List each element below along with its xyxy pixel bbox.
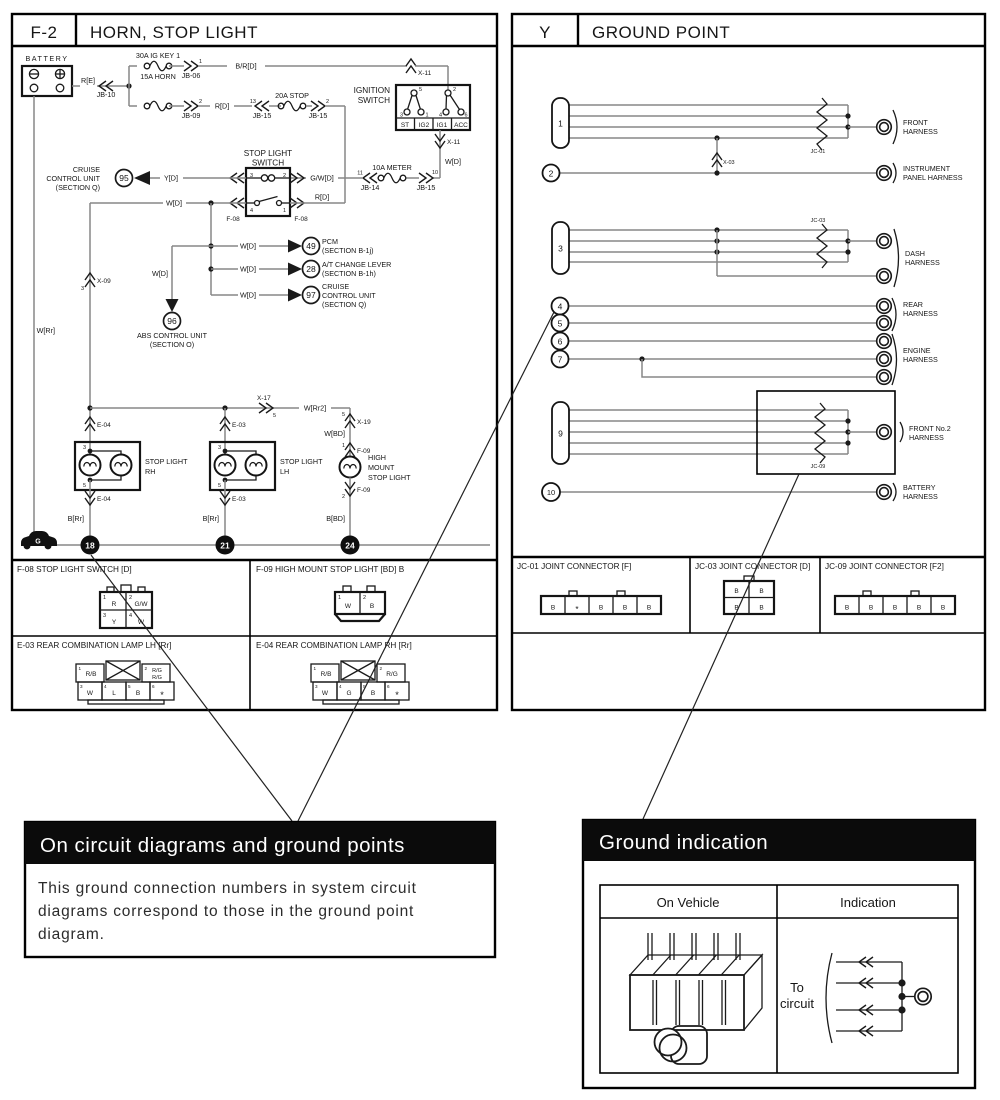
- front-harness-line1: FRONT: [903, 118, 928, 127]
- fuse-row-stop: [129, 91, 345, 203]
- pin-wire: B: [892, 604, 898, 612]
- pin-wire: B: [369, 603, 375, 610]
- callout-leader-lines: [91, 312, 799, 821]
- e03-label-top: E-03: [232, 422, 246, 429]
- x03-label: X-03: [723, 160, 735, 166]
- lamp-lh-line2: LH: [280, 467, 290, 476]
- pin-wire: B: [734, 604, 739, 612]
- pin-11: 11: [357, 170, 363, 177]
- node-5: 5: [557, 318, 563, 329]
- battery-label: BATTERY: [25, 54, 69, 63]
- rear-feed-wiring: [37, 203, 350, 455]
- at-line1: A/T CHANGE LEVER: [322, 260, 392, 269]
- engine-harness-line1: ENGINE: [903, 346, 931, 355]
- jb15-connector-icon: [255, 101, 269, 111]
- ignition-label-1: IGNITION: [353, 86, 390, 95]
- ground-row-10: [542, 483, 938, 501]
- f08-label-right: F-08: [294, 216, 308, 223]
- jb14-connector-icon: [363, 173, 377, 183]
- ground-eyelet-icon: [877, 352, 892, 367]
- wire-re: R[E]: [81, 76, 95, 85]
- ign-term-ig2: IG2: [418, 122, 430, 129]
- cruise-97-line2: CONTROL UNIT: [322, 291, 376, 300]
- sls-label-1: STOP LIGHT: [243, 149, 293, 158]
- fuse-30a-label: 30A IG KEY 1: [135, 51, 181, 60]
- note-left-title: On circuit diagrams and ground points: [40, 834, 405, 857]
- ign-pin-6: 6: [464, 112, 468, 119]
- ign-pin-3: 3: [399, 112, 403, 119]
- fuse-icon: [144, 61, 172, 71]
- fuse-15a-label: 15A HORN: [140, 72, 176, 81]
- f09-cell-title: F-09 HIGH MOUNT STOP LIGHT [BD] B: [256, 565, 405, 574]
- wire-wd: W[D]: [240, 264, 256, 274]
- pin-wire: R/G: [152, 668, 162, 674]
- wire-bbd: B[BD]: [326, 514, 345, 523]
- pin-num: 3: [80, 684, 83, 689]
- note-left-body-line3: diagram.: [38, 926, 105, 943]
- ground-eyelet-icon: [877, 334, 892, 349]
- jb14-label: JB-14: [360, 183, 380, 192]
- pin-num: 3: [315, 684, 318, 689]
- pin-wire-asterisk: *: [160, 690, 164, 700]
- rear-harness-line1: REAR: [903, 300, 923, 309]
- ground-eyelet-icon: [877, 120, 892, 135]
- ground-eyelet-icon: [877, 166, 892, 181]
- eyelet-ring-icon: [655, 1029, 682, 1056]
- e03-label-bottom: E-03: [232, 496, 246, 503]
- pin-2: 2: [326, 99, 330, 105]
- pin-num: 6: [152, 684, 155, 689]
- f08-cell-title: F-08 STOP LIGHT SWITCH [D]: [17, 565, 132, 574]
- wire-wd: W[D]: [152, 269, 168, 278]
- abs-line2: (SECTION O): [149, 340, 195, 349]
- pin-num: 6: [387, 684, 390, 689]
- sls-pin-3: 3: [250, 173, 254, 179]
- pin-num: 4: [339, 684, 342, 689]
- battery: [22, 54, 72, 96]
- jb09-label: JB-09: [181, 111, 201, 120]
- col-header-on-vehicle: On Vehicle: [656, 895, 720, 910]
- bracket: [893, 163, 896, 183]
- pin-num: 1: [338, 595, 342, 601]
- pin-wire: B: [622, 604, 628, 612]
- pin-wire: B: [550, 604, 556, 612]
- pin-num: 1: [103, 595, 107, 601]
- ign-pin-5: 5: [419, 87, 423, 93]
- wire-brr: B[Rr]: [202, 514, 219, 523]
- ign-pin-2: 2: [453, 87, 457, 93]
- bulb-icon: [215, 455, 236, 476]
- stop-light-rh: [68, 417, 188, 545]
- high-mount-stop-light: [324, 408, 411, 545]
- cruise-95-line1: CRUISE: [72, 165, 100, 174]
- vehicle-ground-icon: [21, 531, 57, 549]
- ground-eyelet-icon: [877, 234, 892, 249]
- lamp-pin-5: 5: [82, 483, 86, 489]
- dash-harness-line1: DASH: [905, 249, 925, 258]
- pin-wire: B: [759, 604, 764, 612]
- pcm-line1: PCM: [322, 237, 338, 246]
- jc09-cell-title: JC-09 JOINT CONNECTOR [F2]: [825, 562, 944, 571]
- wire-gwd: G/W[D]: [310, 173, 334, 183]
- ip-harness-line2: PANEL HARNESS: [903, 173, 963, 182]
- high-mount-line1: HIGH: [368, 453, 386, 462]
- node-1: 1: [558, 118, 563, 129]
- jb09-connector-icon: [184, 101, 198, 111]
- battery-harness-line1: BATTERY: [903, 483, 936, 492]
- left-connector-details: [12, 560, 497, 710]
- ground-row-3: [552, 218, 940, 287]
- pin-wire: R/G: [152, 675, 162, 681]
- pin-wire: B: [734, 588, 739, 595]
- note-left-body-line1: This ground connection numbers in system circuit: [38, 880, 417, 897]
- arrow-right-icon: [288, 240, 302, 253]
- x17-pin-5: 5: [273, 413, 277, 419]
- cruise-97-line3: (SECTION Q): [322, 300, 367, 309]
- note-circuit-diagrams: [25, 822, 495, 957]
- cruise-control-95: [46, 165, 246, 192]
- wire-wbd: W[BD]: [324, 429, 345, 438]
- pin-wire: B: [868, 604, 874, 612]
- battery-harness-line2: HARNESS: [903, 492, 938, 501]
- ignition-switch: [354, 85, 470, 178]
- f08-connector-drawing: [100, 585, 152, 628]
- abs-line1: ABS CONTROL UNIT: [136, 331, 208, 340]
- lamp-lh-line1: STOP LIGHT: [280, 457, 323, 466]
- col-header-indication: Indication: [840, 895, 896, 910]
- fuse-icon: [378, 173, 406, 183]
- ign-term-ig1: IG1: [436, 122, 448, 129]
- pin-wire: W: [321, 690, 329, 697]
- pin-wire: R: [111, 601, 117, 608]
- pin-wire: B: [598, 604, 604, 612]
- ground-bus: [21, 531, 490, 555]
- pin-num: 5: [363, 684, 366, 689]
- high-mount-line2: MOUNT: [368, 463, 395, 472]
- pin-wire: W: [137, 619, 145, 626]
- pin-num: 4: [104, 684, 107, 689]
- pin-2: 2: [199, 99, 203, 105]
- pin-wire-asterisk: *: [395, 690, 399, 700]
- e04-label-top: E-04: [97, 422, 111, 429]
- f09-pin-1: 1: [341, 443, 345, 449]
- pin-num: 2: [379, 666, 383, 671]
- x11-bottom-label: X-11: [447, 139, 461, 146]
- bracket: [893, 110, 897, 144]
- ground-row-2: [543, 163, 963, 183]
- ref-28: 28: [306, 264, 316, 274]
- pin-num: 1: [78, 666, 82, 671]
- arrow-down-icon: [166, 299, 179, 312]
- jc01-joint-icon: [817, 98, 827, 150]
- f09-label-bottom: F-09: [357, 487, 371, 494]
- note-left-body-line2: diagrams correspond to those in the ground point: [38, 903, 415, 920]
- x09-label: X-09: [97, 278, 111, 285]
- cruise-97-line1: CRUISE: [322, 282, 350, 291]
- pin-wire-asterisk: *: [575, 605, 579, 614]
- pin-wire: Y: [111, 619, 117, 626]
- e03-cell-title: E-03 REAR COMBINATION LAMP LH [Rr]: [17, 641, 172, 650]
- wire-brd: B/R[D]: [235, 61, 257, 71]
- jc03-label: JC-03: [810, 218, 826, 224]
- bulb-icon: [246, 455, 267, 476]
- lamp-pin-3: 3: [217, 445, 221, 451]
- pin-wire: L: [112, 690, 116, 697]
- right-panel-code: Y: [539, 23, 551, 42]
- ground-eyelet-icon: [877, 425, 892, 440]
- ref-95: 95: [119, 173, 129, 183]
- jb15-label: JB-15: [308, 111, 328, 120]
- lamp-pin-5: 5: [217, 483, 221, 489]
- leader-from-ground-18: [91, 555, 292, 821]
- dash-harness-line2: HARNESS: [905, 258, 940, 267]
- ground-rows-4-7: [552, 298, 938, 386]
- left-panel-code: F-2: [30, 23, 58, 42]
- pin-wire: B: [646, 604, 652, 612]
- jc01-cell-title: JC-01 JOINT CONNECTOR [F]: [517, 562, 632, 571]
- pin-wire: B: [135, 690, 141, 697]
- ref-49: 49: [306, 241, 316, 251]
- pin-wire: G/W: [134, 601, 148, 608]
- pin-num: 1: [313, 666, 317, 671]
- front2-harness-line1: FRONT No.2: [909, 424, 951, 433]
- pin-13: 13: [249, 99, 256, 105]
- jb10-label: JB-10: [96, 90, 116, 99]
- node-9: 9: [558, 428, 563, 439]
- ref-97: 97: [306, 290, 316, 300]
- sls-pin-1: 1: [282, 208, 286, 214]
- left-panel-title: HORN, STOP LIGHT: [90, 23, 258, 42]
- leader-from-jc09-box: [643, 474, 799, 819]
- pin-wire: W: [344, 603, 352, 610]
- pcm-line2: (SECTION B-1j): [322, 246, 374, 255]
- jc09-connector-drawing: [835, 591, 955, 614]
- jb06-label: JB-06: [181, 71, 201, 80]
- wire-wd: W[D]: [240, 290, 256, 300]
- x17-label: X-17: [257, 395, 271, 402]
- note-ground-indication: [583, 820, 975, 1088]
- x11-connector-icon: [406, 59, 416, 73]
- pin-wire: B: [916, 604, 922, 612]
- bulb-icon: [340, 457, 361, 478]
- wire-brr: B[Rr]: [67, 514, 84, 523]
- jc01-connector-drawing: [541, 591, 661, 614]
- wire-wrr2: W[Rr2]: [303, 403, 327, 413]
- stop-light-switch: [226, 149, 345, 223]
- at-line2: (SECTION B-1h): [322, 269, 376, 278]
- ground-eyelet-icon: [877, 485, 892, 500]
- ground-point-18: 18: [85, 540, 95, 551]
- pin-num: 2: [129, 595, 133, 601]
- ground-point-21: 21: [220, 540, 230, 551]
- cruise-95-line2: CONTROL UNIT: [46, 174, 100, 183]
- ground-point-24: 24: [345, 540, 355, 551]
- f09-label-top: F-09: [357, 448, 371, 455]
- ign-term-acc: ACC: [454, 122, 468, 129]
- f09-connector-drawing: [335, 586, 385, 621]
- node-10: 10: [546, 488, 556, 497]
- pin-wire: R/G: [386, 671, 398, 678]
- pin-wire: B: [759, 588, 764, 595]
- fuse-icon: [144, 101, 172, 111]
- node-4: 4: [557, 301, 563, 312]
- sls-pin-4: 4: [250, 208, 254, 214]
- e04-cell-title: E-04 REAR COMBINATION LAMP RH [Rr]: [256, 641, 412, 650]
- wire-wrr: W[Rr]: [36, 326, 55, 335]
- fuse-20a-label: 20A STOP: [275, 91, 309, 100]
- pin-wire: B: [370, 690, 376, 697]
- ign-pin-1: 1: [425, 112, 429, 119]
- meter-fuse-row: [290, 163, 440, 192]
- bracket: [892, 298, 896, 331]
- ground-eyelet-icon: [877, 299, 892, 314]
- sls-label-2: SWITCH: [251, 158, 285, 168]
- jb15-connector-icon: [419, 173, 433, 183]
- bulb-icon: [111, 455, 132, 476]
- node-2: 2: [548, 168, 554, 179]
- to-circuit-line1: To: [790, 980, 804, 995]
- high-mount-line3: STOP LIGHT: [368, 473, 411, 482]
- f09-pin-2: 2: [341, 494, 345, 500]
- wire-rd: R[D]: [214, 101, 230, 111]
- jb06-connector-icon: [184, 61, 198, 71]
- bracket: [893, 483, 896, 501]
- jb15-label: JB-15: [252, 111, 272, 120]
- pin-num: 4: [129, 613, 133, 619]
- lamp-rh-line2: RH: [145, 467, 156, 476]
- wire-rd: R[D]: [314, 192, 330, 202]
- node-7: 7: [557, 354, 563, 365]
- ignition-label-2: SWITCH: [357, 96, 390, 105]
- wire-yd: Y[D]: [164, 173, 178, 183]
- x19-pin-5: 5: [341, 412, 345, 418]
- to-circuit-line2: circuit: [780, 996, 814, 1011]
- front2-harness-line2: HARNESS: [909, 433, 944, 442]
- sls-pin-2: 2: [282, 173, 286, 179]
- arrow-right-icon: [288, 263, 302, 276]
- ip-harness-line1: INSTRUMENT: [903, 164, 951, 173]
- ground-row-9: [552, 391, 951, 474]
- jb15-label: JB-15: [416, 183, 436, 192]
- e04-label-bottom: E-04: [97, 496, 111, 503]
- wd-distribution: [90, 199, 391, 350]
- pin-wire: R/B: [320, 671, 332, 678]
- ground-g-label: G: [35, 538, 41, 546]
- pin-wire: B: [940, 604, 946, 612]
- right-panel-title: GROUND POINT: [592, 23, 731, 42]
- pin-wire: W: [86, 690, 94, 697]
- x19-label: X-19: [357, 419, 371, 426]
- jb15-connector-icon: [311, 101, 325, 111]
- right-connector-details: [512, 557, 985, 633]
- ground-eyelet-icon: [877, 316, 892, 331]
- lamp-pin-3: 3: [82, 445, 86, 451]
- node-3: 3: [558, 243, 563, 254]
- e03-connector-drawing: [76, 661, 174, 704]
- rear-harness-line2: HARNESS: [903, 309, 938, 318]
- x09-pin-3: 3: [80, 286, 84, 292]
- bracket: [892, 334, 897, 385]
- cruise-95-line3: (SECTION Q): [55, 183, 100, 192]
- ign-pin-4: 4: [438, 112, 442, 119]
- ground-eyelet-icon: [877, 269, 892, 284]
- ref-96: 96: [167, 316, 177, 326]
- jc03-cell-title: JC-03 JOINT CONNECTOR [D]: [695, 562, 811, 571]
- pin-10: 10: [432, 170, 439, 176]
- bracket: [900, 422, 903, 442]
- pin-wire: G: [346, 690, 352, 697]
- pin-num: 3: [103, 613, 107, 619]
- lamp-rh-line1: STOP LIGHT: [145, 457, 188, 466]
- jc01-label: JC-01: [810, 149, 826, 155]
- ground-eyelet-icon: [877, 370, 892, 385]
- pin-num: 2: [363, 595, 367, 601]
- note-right-title: Ground indication: [599, 831, 769, 854]
- bulb-icon: [80, 455, 101, 476]
- f08-label-left: F-08: [226, 216, 240, 223]
- pin-num: 5: [128, 684, 131, 689]
- fuse-icon: [278, 101, 306, 111]
- ground-row-1: [552, 98, 938, 173]
- pin-wire: R/B: [85, 671, 97, 678]
- bracket: [894, 229, 899, 287]
- engine-harness-line2: HARNESS: [903, 355, 938, 364]
- x11-top-label: X-11: [418, 70, 432, 77]
- jc03-connector-drawing: [724, 576, 774, 614]
- left-panel-horn-stop-light: [12, 14, 497, 710]
- jc09-label: JC-09: [810, 464, 826, 470]
- pin-1: 1: [199, 59, 203, 65]
- right-panel-ground-point: [512, 14, 985, 710]
- arrow-left-icon: [134, 171, 150, 185]
- arrow-right-icon: [288, 289, 302, 302]
- pin-num: 2: [144, 666, 148, 671]
- stop-light-lh: [203, 408, 323, 545]
- fuse-10a-label: 10A METER: [372, 163, 412, 172]
- front-harness-line2: HARNESS: [903, 127, 938, 136]
- node-6: 6: [557, 336, 563, 347]
- wire-wd: W[D]: [240, 241, 256, 251]
- ign-term-st: ST: [400, 122, 410, 129]
- pin-wire: B: [844, 604, 850, 612]
- wire-wd-ign: W[D]: [445, 157, 461, 166]
- wire-wd: W[D]: [166, 198, 182, 208]
